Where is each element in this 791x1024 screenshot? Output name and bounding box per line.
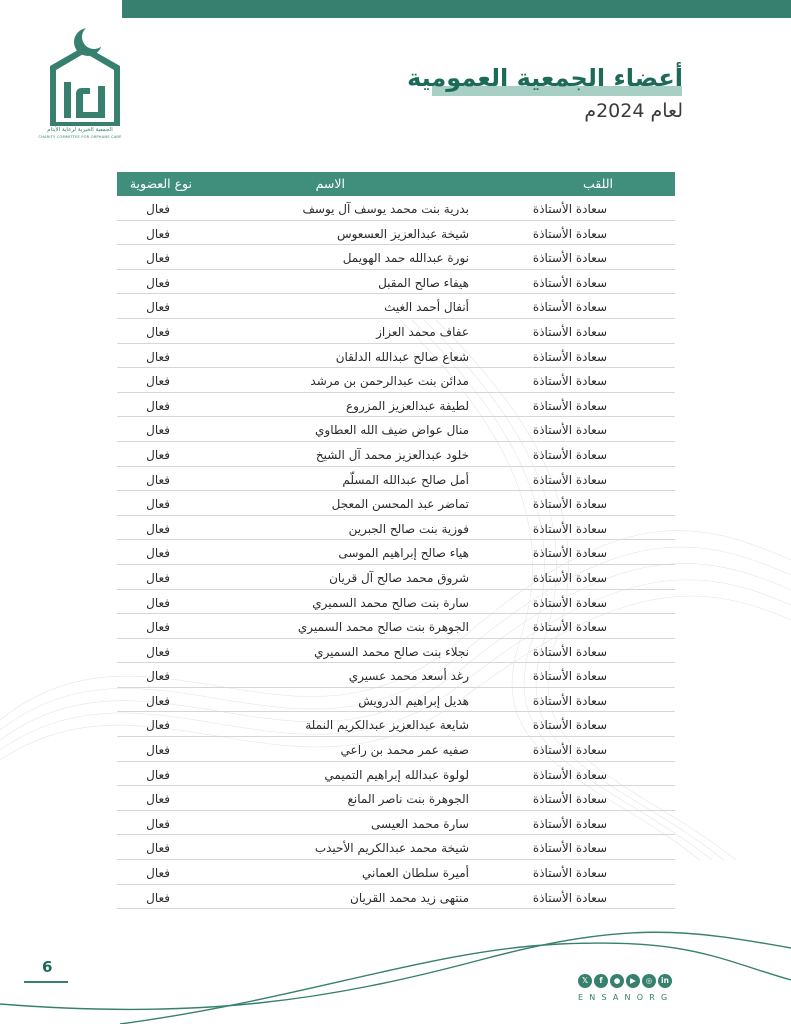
table-row (117, 762, 675, 787)
cell-name: أميرة سلطان العماني (362, 866, 469, 881)
logo-name-english: CHARITY COMMITTEE FOR ORPHANS CARE (38, 135, 122, 139)
cell-title: سعادة الأستاذة (532, 349, 607, 364)
cell-title: سعادة الأستاذة (532, 595, 607, 610)
cell-membership-type: فعال (146, 767, 170, 782)
cell-name: سارة محمد العيسى (371, 816, 469, 831)
table-row (117, 319, 675, 344)
table-row (117, 639, 675, 664)
cell-membership-type: فعال (146, 251, 170, 266)
table-row (117, 417, 675, 442)
cell-name: شروق محمد صالح آل قريان (329, 570, 469, 585)
cell-name: منتهى زيد محمد القريان (350, 890, 469, 905)
table-row (117, 516, 675, 541)
youtube-icon[interactable]: ▶ (626, 974, 640, 988)
cell-title: سعادة الأستاذة (532, 866, 607, 881)
facebook-icon[interactable]: f (594, 974, 608, 988)
table-row (117, 860, 675, 885)
table-row (117, 712, 675, 737)
cell-membership-type: فعال (146, 570, 170, 585)
cell-title: سعادة الأستاذة (532, 792, 607, 807)
cell-title: سعادة الأستاذة (532, 816, 607, 831)
table-row (117, 221, 675, 246)
table-row (117, 663, 675, 688)
cell-name: شيخة عبدالعزيز العسعوس (336, 226, 469, 241)
cell-membership-type: فعال (146, 349, 170, 364)
cell-name: نورة عبدالله حمد الهويمل (342, 251, 469, 266)
linkedin-icon[interactable]: in (658, 974, 672, 988)
cell-title: سعادة الأستاذة (532, 767, 607, 782)
column-header-membership-type: نوع العضوية (129, 176, 192, 191)
cell-name: لولوة عبدالله إبراهيم التميمي (324, 767, 469, 782)
table-row (117, 835, 675, 860)
cell-name: خلود عبدالعزيز محمد آل الشيخ (315, 447, 469, 462)
cell-membership-type: فعال (146, 447, 170, 462)
page-number-underline (24, 981, 68, 983)
page-subtitle: لعام 2024م (584, 100, 683, 122)
cell-title: سعادة الأستاذة (532, 521, 607, 536)
top-accent-bar (122, 0, 791, 18)
column-header-title: اللقب (582, 176, 613, 191)
table-row (117, 614, 675, 639)
cell-name: منال عواض ضيف الله العطاوي (315, 423, 469, 438)
cell-membership-type: فعال (146, 890, 170, 905)
cell-title: سعادة الأستاذة (532, 669, 607, 684)
cell-membership-type: فعال (146, 718, 170, 733)
cell-membership-type: فعال (146, 644, 170, 659)
cell-title: سعادة الأستاذة (532, 275, 607, 290)
cell-membership-type: فعال (146, 743, 170, 758)
cell-membership-type: فعال (146, 275, 170, 290)
instagram-icon[interactable]: ◎ (642, 974, 656, 988)
table-row (117, 245, 675, 270)
table-row (117, 294, 675, 319)
cell-name: نجلاء بنت صالح محمد السميري (314, 644, 469, 659)
table-body (117, 196, 675, 909)
cell-name: تماضر عبد المحسن المعجل (331, 497, 469, 512)
cell-name: شيخة محمد عبدالكريم الأحيدب (314, 841, 469, 856)
snapchat-icon[interactable]: ● (610, 974, 624, 988)
cell-title: سعادة الأستاذة (532, 620, 607, 635)
cell-name: عفاف محمد العزاز (376, 324, 469, 339)
cell-title: سعادة الأستاذة (532, 251, 607, 266)
cell-membership-type: فعال (146, 669, 170, 684)
cell-title: سعادة الأستاذة (532, 570, 607, 585)
page-number: 6 (42, 958, 53, 976)
cell-membership-type: فعال (146, 374, 170, 389)
cell-name: بدرية بنت محمد يوسف آل يوسف (302, 202, 469, 216)
cell-title: سعادة الأستاذة (532, 202, 607, 216)
cell-title: سعادة الأستاذة (532, 447, 607, 462)
cell-title: سعادة الأستاذة (532, 398, 607, 413)
cell-name: رغد أسعد محمد عسيري (348, 669, 469, 684)
cell-title: سعادة الأستاذة (532, 472, 607, 487)
table-row (117, 688, 675, 713)
table-row (117, 344, 675, 369)
table-header (117, 172, 675, 196)
table-row (117, 590, 675, 615)
cell-name: فوزية بنت صالح الجبرين (348, 521, 469, 536)
cell-name: شايعة عبدالعزيز عبدالكريم النملة (305, 718, 469, 733)
cell-membership-type: فعال (146, 792, 170, 807)
cell-membership-type: فعال (146, 497, 170, 512)
table-row (117, 270, 675, 295)
cell-title: سعادة الأستاذة (532, 644, 607, 659)
table-row (117, 393, 675, 418)
cell-membership-type: فعال (146, 816, 170, 831)
cell-name: مدائن بنت عبدالرحمن بن مرشد (310, 374, 469, 389)
orphan-care-house-logo (40, 24, 130, 144)
cell-name: أنفال أحمد الغيث (384, 300, 469, 315)
x-icon[interactable]: 𝕏 (578, 974, 592, 988)
cell-title: سعادة الأستاذة (532, 497, 607, 512)
cell-title: سعادة الأستاذة (532, 841, 607, 856)
cell-membership-type: فعال (146, 472, 170, 487)
table-row (117, 565, 675, 590)
cell-membership-type: فعال (146, 324, 170, 339)
cell-membership-type: فعال (146, 595, 170, 610)
cell-name: هيفاء صالح المقبل (378, 275, 469, 290)
cell-membership-type: فعال (146, 521, 170, 536)
page-title: أعضاء الجمعية العمومية (407, 64, 683, 92)
cell-title: سعادة الأستاذة (532, 374, 607, 389)
cell-name: هديل إبراهيم الدرويش (358, 693, 469, 708)
table-row (117, 196, 675, 221)
cell-membership-type: فعال (146, 866, 170, 881)
cell-title: سعادة الأستاذة (532, 226, 607, 241)
cell-name: أمل صالح عبدالله المسلّم (342, 472, 469, 487)
members-table (117, 172, 675, 909)
table-row (117, 786, 675, 811)
table-row (117, 368, 675, 393)
table-row (117, 737, 675, 762)
cell-membership-type: فعال (146, 620, 170, 635)
cell-membership-type: فعال (146, 300, 170, 315)
cell-title: سعادة الأستاذة (532, 324, 607, 339)
cell-title: سعادة الأستاذة (532, 890, 607, 905)
cell-name: شعاع صالح عبدالله الدلقان (335, 349, 469, 364)
table-row (117, 811, 675, 836)
cell-title: سعادة الأستاذة (532, 743, 607, 758)
table-row (117, 442, 675, 467)
cell-membership-type: فعال (146, 693, 170, 708)
cell-name: صفيه عمر محمد بن راعي (340, 743, 469, 758)
cell-membership-type: فعال (146, 546, 170, 561)
cell-name: الجوهرة بنت صالح محمد السميري (297, 620, 469, 635)
table-row (117, 491, 675, 516)
table-row (117, 540, 675, 565)
cell-membership-type: فعال (146, 226, 170, 241)
cell-membership-type: فعال (146, 202, 170, 216)
logo-name-arabic: الجمعية الخيرية لرعاية الأيتام (47, 127, 113, 133)
cell-title: سعادة الأستاذة (532, 693, 607, 708)
cell-title: سعادة الأستاذة (532, 546, 607, 561)
cell-title: سعادة الأستاذة (532, 300, 607, 315)
table-row (117, 885, 675, 910)
cell-name: سارة بنت صالح محمد السميري (312, 595, 469, 610)
cell-name: هياء صالح إبراهيم الموسى (338, 546, 469, 561)
column-header-name: الاسم (315, 176, 345, 191)
cell-title: سعادة الأستاذة (532, 423, 607, 438)
cell-membership-type: فعال (146, 398, 170, 413)
table-row (117, 467, 675, 492)
cell-name: لطيفة عبدالعزيز المزروع (346, 398, 469, 413)
cell-title: سعادة الأستاذة (532, 718, 607, 733)
cell-name: الجوهرة بنت ناصر المانع (347, 792, 469, 807)
cell-membership-type: فعال (146, 423, 170, 438)
cell-membership-type: فعال (146, 841, 170, 856)
social-icons (578, 974, 672, 988)
brand-handle: ENSANORG (578, 993, 674, 1002)
